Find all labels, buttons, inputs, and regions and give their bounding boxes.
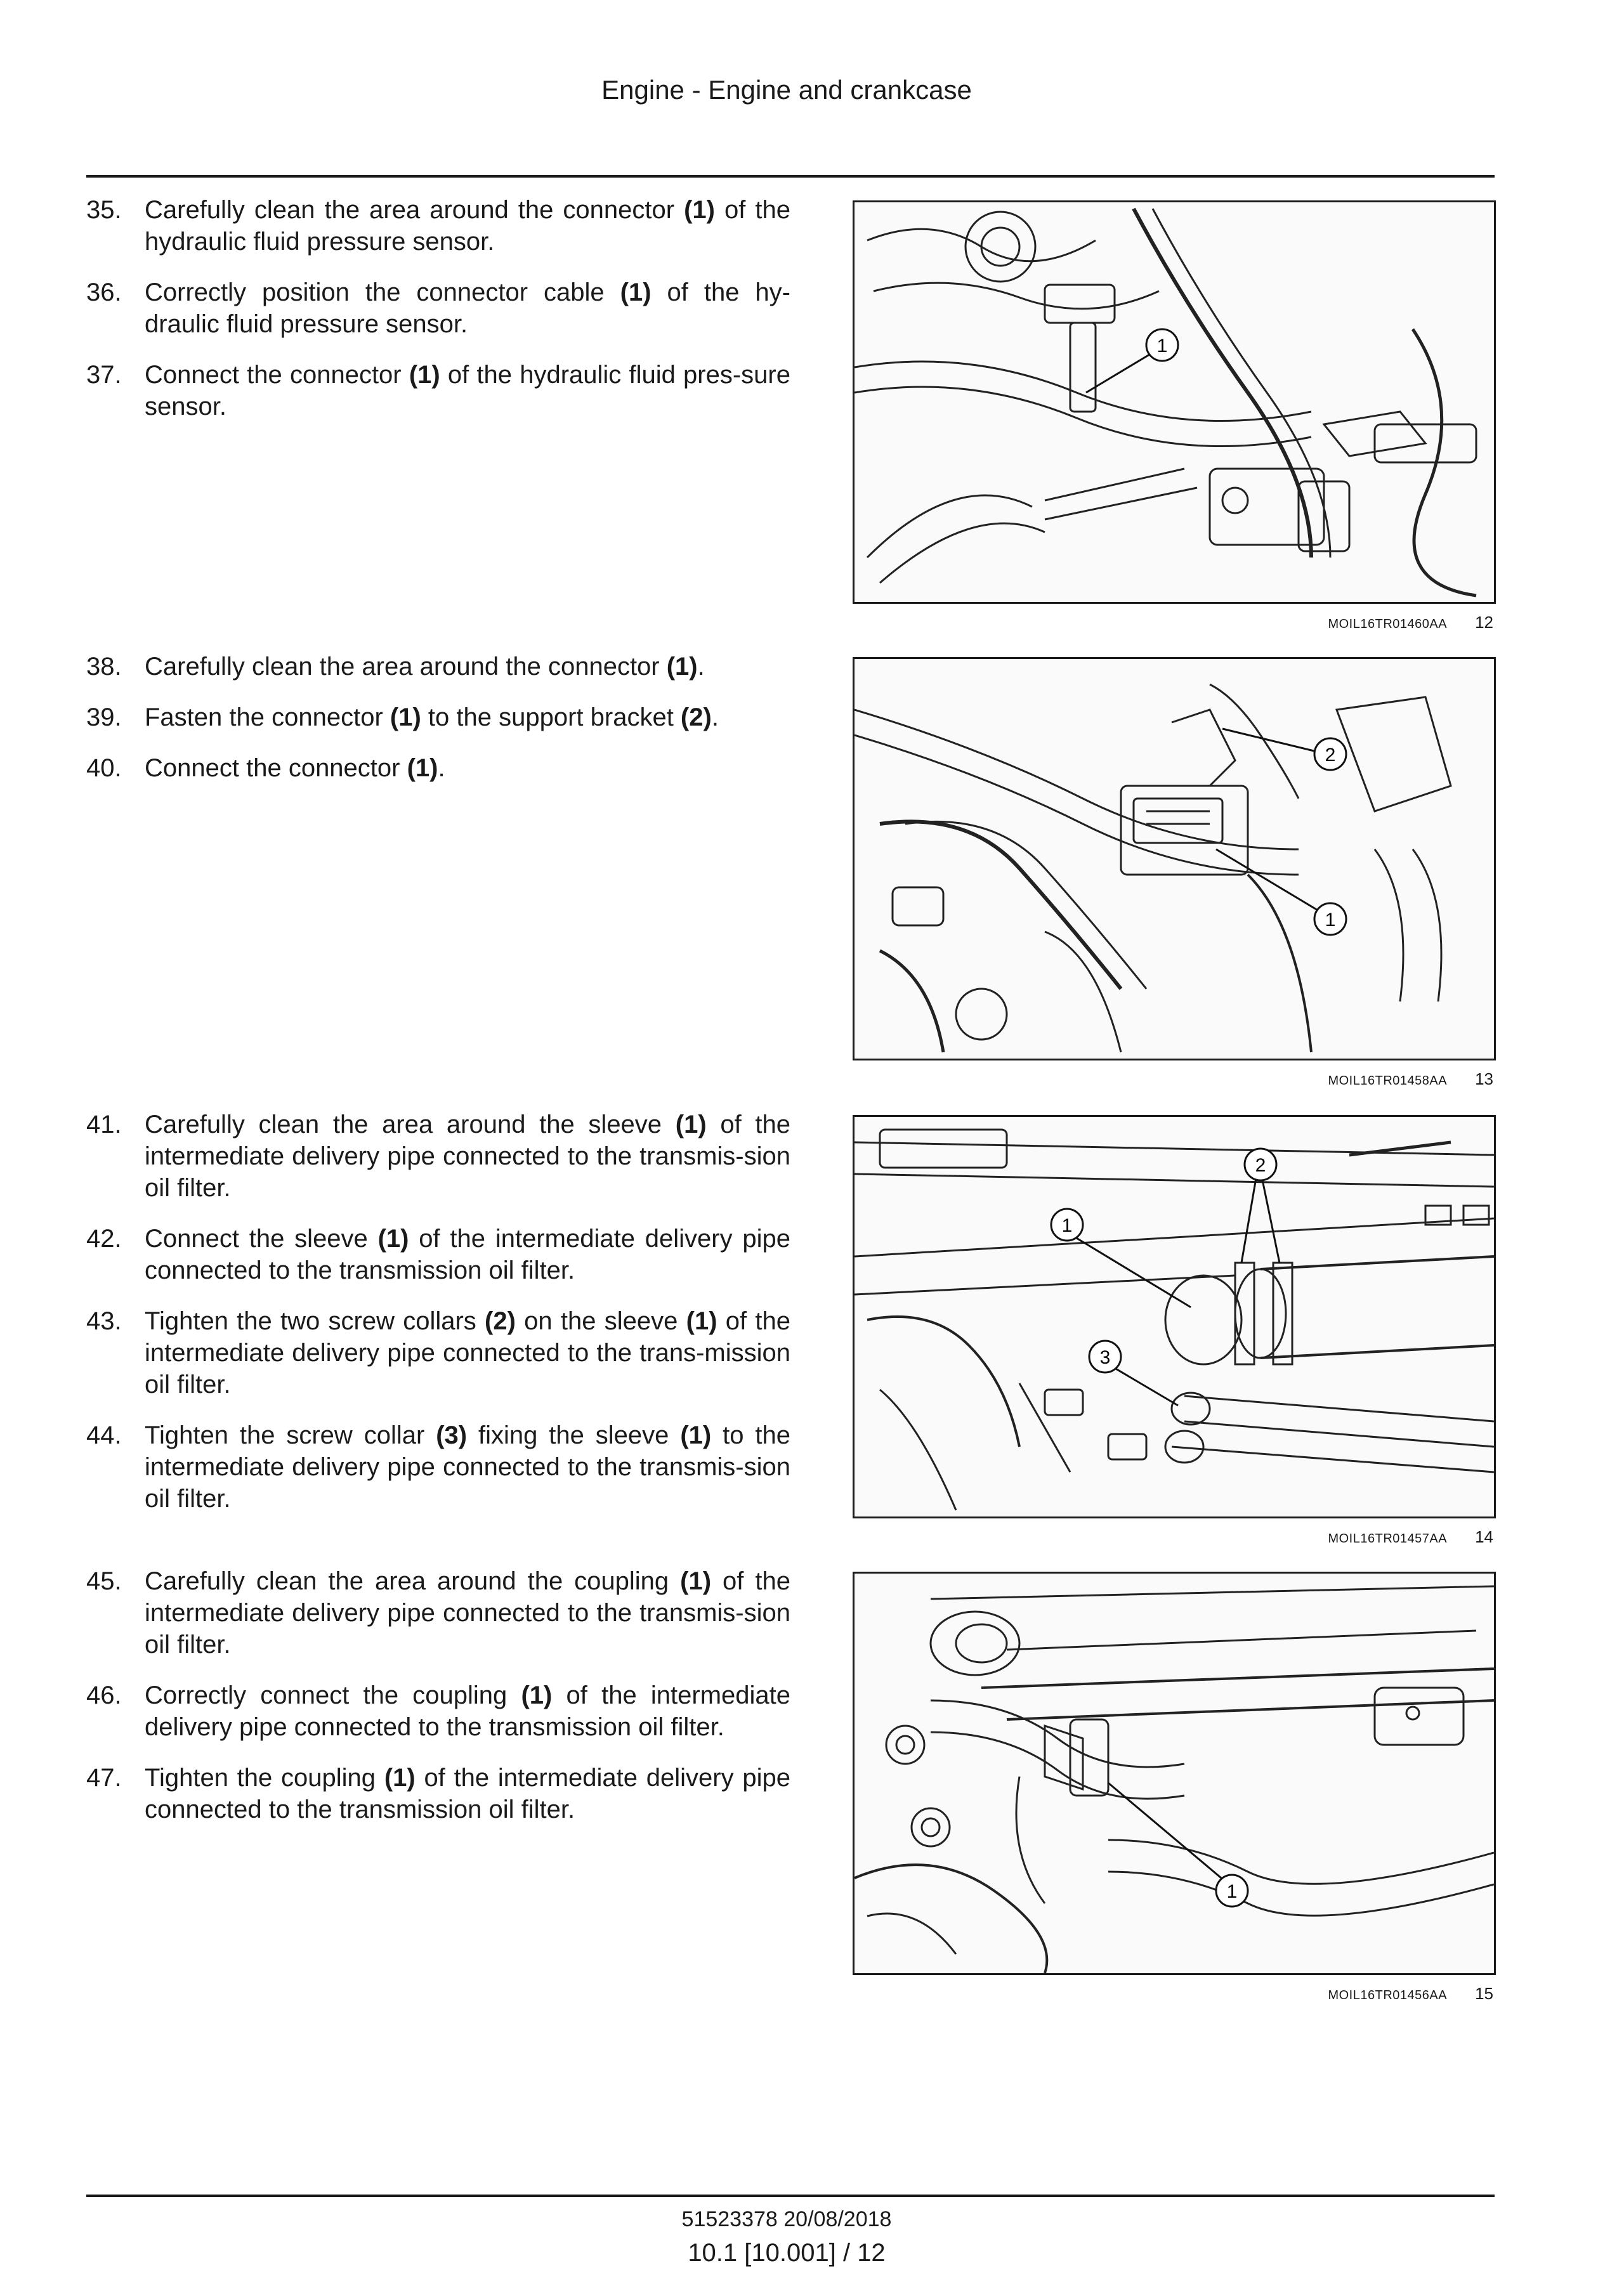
step-number: 46. [86, 1681, 122, 1709]
figure-15 [853, 1572, 1495, 2004]
figure-callout: 1 [1325, 910, 1336, 930]
step-text: Carefully clean the area around the coupling (1) of the intermediate delivery pipe connected to the transmis-sion oil filter. [145, 1567, 790, 1659]
header-title: Engine - Engine and crankcase [601, 75, 972, 105]
step-item [86, 194, 790, 258]
figure-callout: 1 [1061, 1215, 1073, 1236]
coupling-illustration [855, 1574, 1494, 1973]
figure-code: MOIL16TR01457AA [1328, 1532, 1448, 1546]
step-number: 44. [86, 1421, 122, 1449]
footer-page-reference: 10.1 [10.001] / 12 [688, 2239, 886, 2267]
step-item [86, 1109, 790, 1204]
step-item [86, 651, 790, 682]
figure-callout: 2 [1255, 1155, 1266, 1176]
figure-number: 13 [1475, 1069, 1493, 1088]
step-text: Carefully clean the area around the connector (1). [145, 653, 705, 681]
step-number: 38. [86, 653, 122, 681]
step-item [86, 1223, 790, 1286]
step-item [86, 1419, 790, 1515]
step-text: Connect the connector (1). [145, 754, 445, 782]
step-text: Tighten the two screw collars (2) on the sleeve (1) of the intermediate delivery pipe connected to the trans-mission oil filter. [145, 1307, 790, 1399]
footer-document-reference: 51523378 20/08/2018 [681, 2207, 892, 2231]
figure-code: MOIL16TR01456AA [1328, 1988, 1448, 2002]
figure-number: 14 [1475, 1527, 1493, 1546]
figure-14 [853, 1115, 1495, 1547]
engine-sensor-illustration [855, 202, 1494, 602]
figure-code: MOIL16TR01460AA [1328, 617, 1448, 631]
figure-callout: 3 [1099, 1347, 1111, 1368]
figure-13 [853, 657, 1495, 1089]
footer-rule [86, 2195, 1495, 2197]
figure-12 [853, 200, 1495, 632]
figure-code: MOIL16TR01458AA [1328, 1074, 1448, 1088]
figure-caption [853, 1527, 1495, 1547]
figure-callout: 2 [1325, 745, 1336, 766]
step-text: Carefully clean the area around the sleeve (1) of the intermediate delivery pipe connected to the transmis-sion oil filter. [145, 1111, 790, 1202]
step-number: 42. [86, 1225, 122, 1253]
step-number: 45. [86, 1567, 122, 1595]
step-text: Carefully clean the area around the connector (1) of the hydraulic fluid pressure sensor. [145, 196, 790, 256]
step-item [86, 1762, 790, 1825]
figure-number: 12 [1475, 613, 1493, 632]
step-item [86, 752, 790, 784]
step-text: Tighten the screw collar (3) fixing the sleeve (1) to the intermediate delivery pipe connected to the transmis-sion oil filter. [145, 1421, 790, 1513]
step-item [86, 359, 790, 422]
step-number: 47. [86, 1764, 122, 1792]
step-list [86, 194, 790, 441]
step-list [86, 1565, 790, 1844]
figure-caption [853, 1069, 1495, 1089]
step-item [86, 1305, 790, 1400]
figure-illustration [853, 1572, 1496, 1975]
step-number: 43. [86, 1307, 122, 1335]
step-text: Correctly connect the coupling (1) of the intermediate delivery pipe connected to the transmission oil filter. [145, 1681, 790, 1741]
step-number: 35. [86, 196, 122, 224]
figure-callout: 1 [1226, 1881, 1238, 1902]
step-text: Connect the connector (1) of the hydraulic fluid pres-sure sensor. [145, 361, 790, 421]
header-rule [86, 175, 1495, 178]
step-item [86, 1565, 790, 1660]
step-item [86, 701, 790, 733]
figure-illustration [853, 1115, 1496, 1518]
figure-illustration [853, 657, 1496, 1060]
step-number: 37. [86, 361, 122, 389]
step-list [86, 1109, 790, 1534]
step-number: 36. [86, 278, 122, 306]
step-text: Correctly position the connector cable (1) of the hy-draulic fluid pressure sensor. [145, 278, 790, 338]
figure-illustration [853, 200, 1496, 604]
figure-caption [853, 1984, 1495, 2004]
figure-number: 15 [1475, 1984, 1493, 2003]
connector-bracket-illustration [855, 659, 1494, 1059]
step-text: Fasten the connector (1) to the support bracket (2). [145, 703, 719, 731]
sleeve-collar-illustration [855, 1117, 1494, 1517]
step-number: 40. [86, 754, 122, 782]
step-text: Tighten the coupling (1) of the intermediate delivery pipe connected to the transmission oil filter. [145, 1764, 791, 1823]
step-number: 41. [86, 1111, 122, 1138]
figure-caption [853, 613, 1495, 632]
step-item [86, 1680, 790, 1743]
step-text: Connect the sleeve (1) of the intermediate delivery pipe connected to the transmission oil filter. [145, 1225, 790, 1284]
figure-callout: 1 [1156, 336, 1168, 356]
step-item [86, 277, 790, 340]
step-list [86, 651, 790, 803]
step-number: 39. [86, 703, 122, 731]
